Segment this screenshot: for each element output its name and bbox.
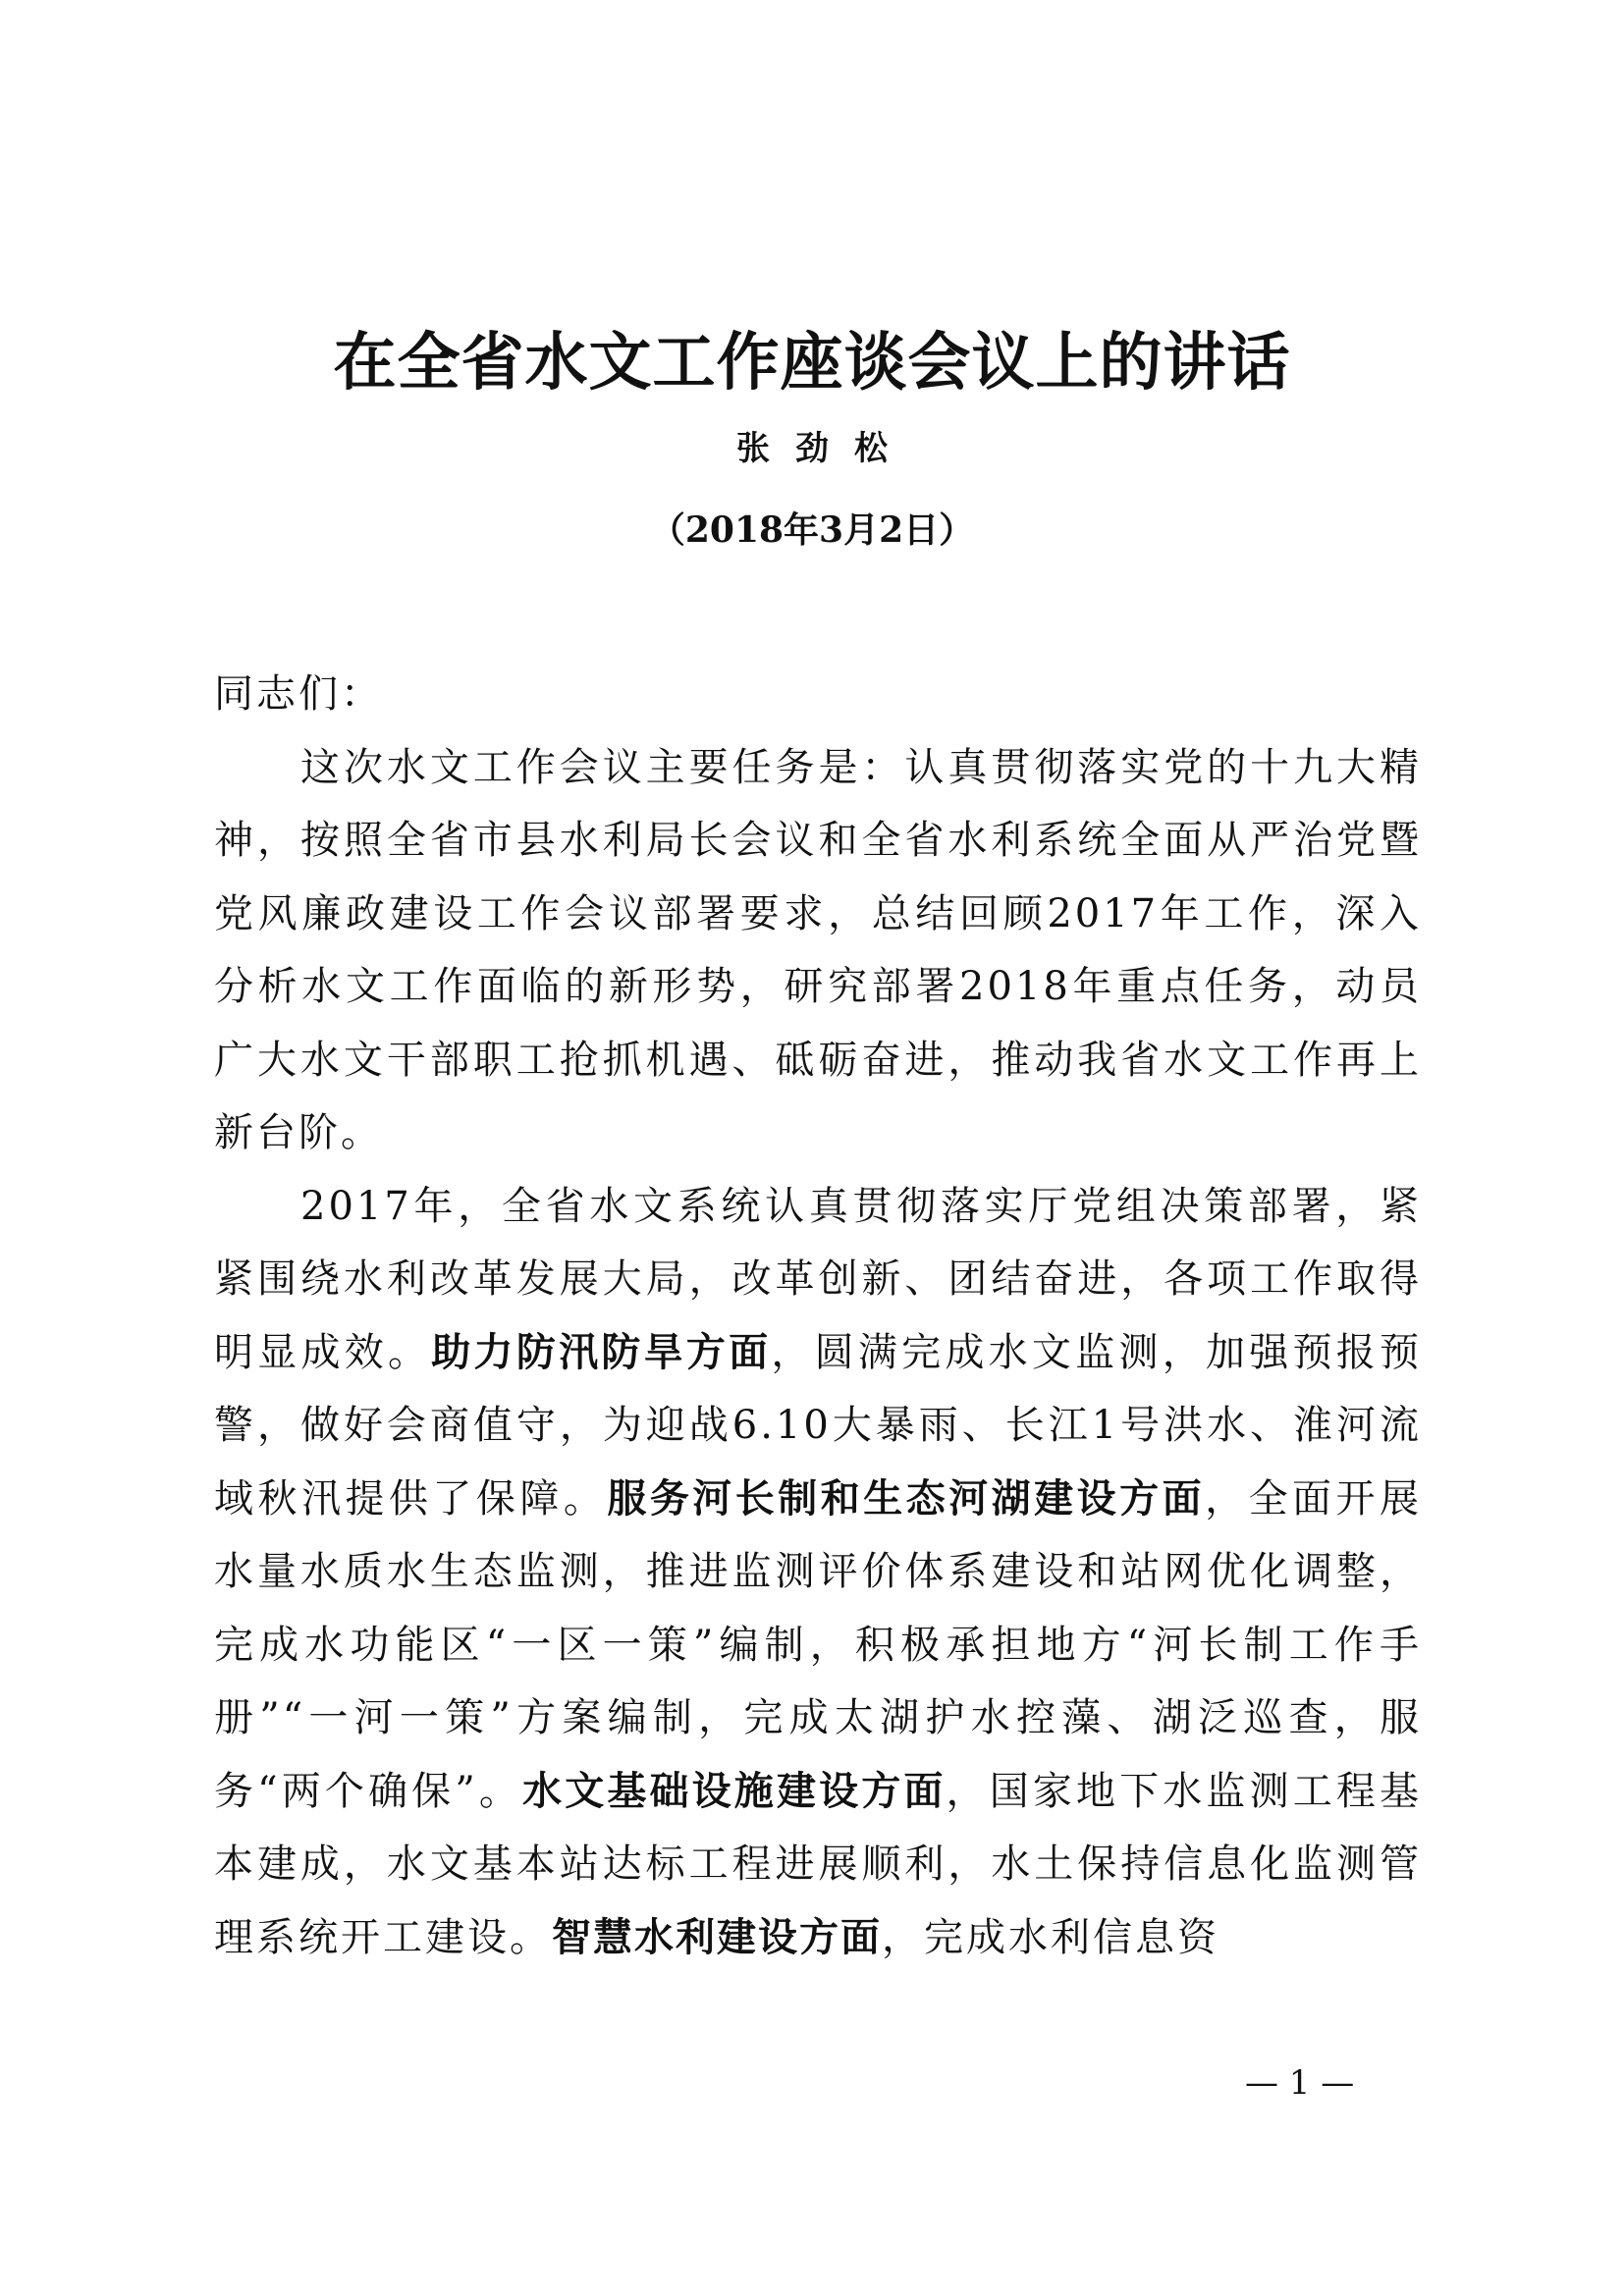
paragraph-2-intro: 2017年，全省水文系统认真贯彻落实厅党组决策部署，紧紧围绕水利改革发展大局，改革创新、团结奋进，各项工作取得明显成效。 [214,1183,1422,1375]
section-heading-river-chief: 服务河长制和生态河湖建设方面 [607,1475,1206,1522]
paragraph-2-text-2: ，全面开展水量水质水生态监测，推进监测评价体系建设和站网优化调整，完成水功能区“一区一策”编制，积极承担地方“河长制工作手册”“一河一策”方案编制，完成太湖护水控藻、湖泛巡查，服务“两个确保”。 [214,1475,1423,1814]
paragraph-2-text-1: ，圆满完成水文监测，加强预报预警，做好会商值守，为迎战6.10大暴雨、长江1号洪水、淮河流域秋汛提供了保障。 [214,1329,1423,1522]
document-title: 在全省水文工作座谈会议上的讲话 [333,327,1291,400]
section-heading-infrastructure: 水文基础设施建设方面 [522,1768,947,1814]
section-heading-smart-water: 智慧水利建设方面 [552,1914,882,1960]
page-number: — 1 — [1245,2063,1355,2103]
author-name: 张劲松 [736,429,913,468]
salutation: 同志们： [214,671,383,717]
section-heading-flood-control: 助力防汛防旱方面 [431,1329,772,1375]
paragraph-2-text-3: ，国家地下水监测工程基本建成，水文基本站达标工程进展顺利，水土保持信息化监测管理系统开工建设。 [214,1768,1423,1960]
paragraph-1: 这次水文工作会议主要任务是：认真贯彻落实党的十九大精神，按照全省市县水利局长会议和全省水利系统全面从严治党暨党风廉政建设工作会议部署要求，总结回顾2017年工作，深入分析水文工作面临的新形势，研究部署2018年重点任务，动员广大水文干部职工抢抓机遇、砥砺奋进，推动我省水文工作再上新台阶。 [214,744,1422,1155]
speech-date: （2018年3月2日） [649,509,975,551]
paragraph-2 [214,1170,1422,1975]
document-body [214,658,1422,1974]
paragraph-2-text-4: ，完成水利信息资 [882,1914,1219,1960]
